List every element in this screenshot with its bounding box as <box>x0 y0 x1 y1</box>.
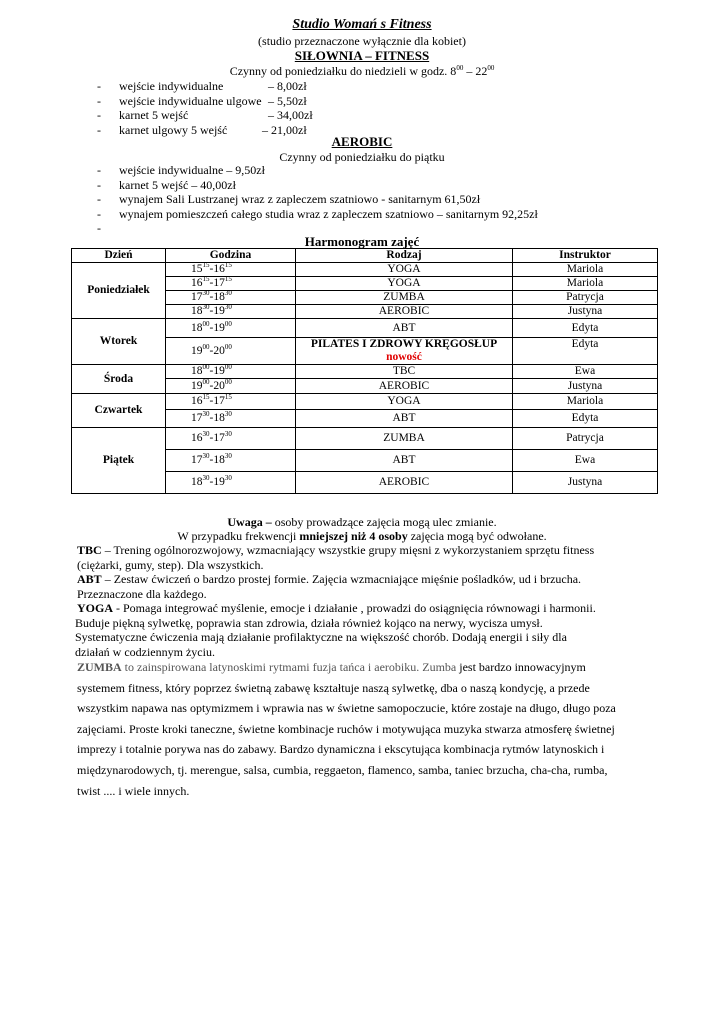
hours-sup: 00 <box>487 64 495 72</box>
time-minutes: 30 <box>224 289 232 298</box>
time-hour: 18 <box>191 365 203 377</box>
uwaga-text: osoby prowadzące zajęcia mogą ulec zmianie. <box>271 515 497 529</box>
time-hour: 19 <box>213 476 225 488</box>
instructor-cell: Mariola <box>513 263 658 277</box>
time-hour: 18 <box>213 454 225 466</box>
time-cell <box>166 410 296 428</box>
instructor-cell: Patrycja <box>513 291 658 305</box>
time-minutes: 30 <box>202 474 210 483</box>
tbc-description <box>77 543 594 572</box>
table-row <box>72 319 658 338</box>
time-hour: 19 <box>213 305 225 317</box>
class-type: TBC <box>392 365 416 377</box>
time-cell <box>166 338 296 365</box>
time-separator: - <box>209 476 214 488</box>
yoga-text: działań w codziennym życiu. <box>75 644 215 659</box>
price-value: – 21,00zł <box>262 122 307 137</box>
aerobic-price-list <box>97 163 538 236</box>
time-hour: 17 <box>191 412 203 424</box>
instructor-cell: Ewa <box>513 365 658 379</box>
time-minutes: 30 <box>202 410 210 419</box>
time-separator: - <box>209 277 214 289</box>
studio-title: Studio Womań s Fitness <box>292 17 432 32</box>
time-cell <box>166 394 296 410</box>
time-minutes: 30 <box>224 452 232 461</box>
price-label: wejście indywidualne ulgowe <box>119 93 262 108</box>
time-cell <box>166 428 296 450</box>
time-minutes: 00 <box>202 377 210 386</box>
class-type: YOGA <box>387 277 421 289</box>
silownia-hours <box>0 64 724 79</box>
tbc-text: (ciężarki, gumy, step). Dla wszystkich. <box>77 557 264 572</box>
list-item-text: wejście indywidualne – 9,50zł <box>119 163 265 177</box>
time-minutes: 15 <box>224 393 232 402</box>
class-type: AEROBIC <box>378 305 430 317</box>
time-separator: - <box>209 454 214 466</box>
class-type-cell <box>296 305 513 319</box>
time-hour: 17 <box>213 432 225 444</box>
frequency-note <box>0 529 724 544</box>
freq-text: W przypadku frekwencji <box>177 529 300 543</box>
price-label: wejście indywidualne <box>119 79 224 93</box>
zumba-text: wszystkim napawa nas optymizmem i wprawia nas w świetne samopoczucie, które zostaje na długo, długo poza <box>77 701 616 716</box>
abt-description <box>77 572 581 601</box>
time-minutes: 15 <box>202 275 210 284</box>
zumba-text: twist .... i wiele innych. <box>77 783 190 798</box>
aerobic-heading: AEROBIC <box>331 134 393 149</box>
table-row <box>72 394 658 410</box>
tbc-label: TBC <box>77 543 102 557</box>
yoga-text: Buduje piękną sylwetkę, poprawia stan zdrowia, działa również kojąco na nerwy, wycisza umysł. <box>75 615 543 630</box>
class-type-cell <box>296 428 513 450</box>
column-header-time: Godzina <box>166 249 296 263</box>
time-hour: 18 <box>191 476 203 488</box>
time-minutes: 30 <box>224 303 232 312</box>
list-item: - wejście indywidualne – 9,50zł <box>97 163 265 177</box>
aerobic-hours: Czynny od poniedziałku do piątku <box>279 150 445 164</box>
list-item-text: wynajem Sali Lustrzanej wraz z zapleczem szatniowo - sanitarnym 61,50zł <box>119 192 481 206</box>
zumba-label: ZUMBA <box>77 660 122 674</box>
time-minutes: 00 <box>202 319 210 328</box>
schedule-table <box>71 248 658 494</box>
day-cell: Piątek <box>72 428 166 494</box>
class-type-cell <box>296 472 513 494</box>
time-separator: - <box>209 395 214 407</box>
list-item: - <box>97 221 101 235</box>
time-separator: - <box>209 321 214 334</box>
time-hour: 17 <box>191 454 203 466</box>
class-type-cell <box>296 410 513 428</box>
column-header-day: Dzień <box>72 249 166 263</box>
list-item-text: wynajem pomieszczeń całego studia wraz z zapleczem szatniowo – sanitarnym 92,25zł <box>119 206 538 221</box>
uwaga-label: Uwaga – <box>227 515 272 529</box>
day-cell: Poniedziałek <box>72 263 166 319</box>
day-cell: Czwartek <box>72 394 166 428</box>
list-item-text: karnet 5 wejść – 40,00zł <box>119 177 236 192</box>
class-type: ZUMBA <box>383 432 425 444</box>
instructor-cell: Edyta <box>513 410 658 428</box>
time-minutes: 00 <box>202 363 210 372</box>
time-minutes: 00 <box>224 342 232 351</box>
instructor-cell: Mariola <box>513 394 658 410</box>
time-minutes: 15 <box>202 393 210 402</box>
time-hour: 18 <box>191 305 203 317</box>
time-hour: 17 <box>213 395 225 407</box>
tbc-text: – Trening ogólnorozwojowy, wzmacniający wszystkie grupy mięsni z wykorzystaniem sprzętu fitness <box>101 543 595 557</box>
class-type-cell <box>296 379 513 394</box>
class-type: YOGA <box>387 395 421 407</box>
instructor-cell: Justyna <box>513 379 658 394</box>
time-minutes: 15 <box>224 275 232 284</box>
time-hour: 16 <box>191 395 203 407</box>
column-header-type: Rodzaj <box>296 249 513 263</box>
list-item: - karnet 5 wejść – 40,00zł <box>97 177 236 192</box>
time-minutes: 00 <box>202 342 210 351</box>
schedule-heading: Harmonogram zajęć <box>304 234 420 249</box>
class-type: AEROBIC <box>378 379 430 392</box>
time-separator: - <box>209 432 214 444</box>
time-cell <box>166 365 296 379</box>
instructor-cell: Edyta <box>513 319 658 338</box>
time-minutes: 00 <box>224 363 232 372</box>
class-type: ABT <box>392 321 416 334</box>
class-type-cell <box>296 263 513 277</box>
table-row <box>72 365 658 379</box>
instructor-cell: Mariola <box>513 277 658 291</box>
time-hour: 19 <box>191 344 203 357</box>
table-row <box>72 263 658 277</box>
list-item: - karnet ulgowy 5 wejść – 21,00zł <box>97 122 307 137</box>
class-type-cell <box>296 450 513 472</box>
class-type: AEROBIC <box>378 476 430 488</box>
time-separator: - <box>209 412 214 424</box>
time-hour: 16 <box>213 263 225 275</box>
schedule-body <box>72 263 658 494</box>
time-cell <box>166 472 296 494</box>
time-minutes: 30 <box>202 430 210 439</box>
class-type: ABT <box>392 412 416 424</box>
new-badge: nowość <box>386 351 422 363</box>
uwaga-note <box>0 515 724 530</box>
time-cell <box>166 379 296 394</box>
time-hour: 17 <box>213 277 225 289</box>
silownia-price-list <box>97 79 313 137</box>
list-item: - wejście indywidualne – 8,00zł <box>97 79 307 93</box>
class-type-cell <box>296 394 513 410</box>
class-type: YOGA <box>387 263 421 275</box>
time-separator: - <box>209 305 214 317</box>
silownia-hours-text: Czynny od poniedziałku do niedzieli w godz. 8 <box>229 64 457 78</box>
price-label: karnet 5 wejść <box>119 108 189 122</box>
time-hour: 19 <box>191 379 203 392</box>
abt-label: ABT <box>77 572 102 586</box>
class-type: ZUMBA <box>383 291 425 303</box>
list-item: - wejście indywidualne ulgowe – 5,50zł <box>97 93 307 108</box>
freq-text: zajęcia mogą być odwołane. <box>407 529 547 543</box>
time-cell <box>166 319 296 338</box>
list-item: - wynajem Sali Lustrzanej wraz z zapleczem szatniowo - sanitarnym 61,50zł <box>97 192 481 206</box>
class-type-cell <box>296 319 513 338</box>
time-minutes: 00 <box>224 319 232 328</box>
time-hour: 20 <box>213 379 225 392</box>
class-type-cell <box>296 338 513 365</box>
time-minutes: 30 <box>224 410 232 419</box>
class-type: ABT <box>392 454 416 466</box>
zumba-text: systemem fitness, który poprzez świetną zabawę kształtuje naszą sylwetkę, dba o naszą kondycję, a przede <box>77 680 590 695</box>
day-cell: Wtorek <box>72 319 166 365</box>
time-separator: - <box>209 291 214 303</box>
list-item: - wynajem pomieszczeń całego studia wraz z zapleczem szatniowo – sanitarnym 92,25zł <box>97 206 538 221</box>
class-type-cell <box>296 277 513 291</box>
table-header-row <box>72 249 658 263</box>
time-hour: 19 <box>213 365 225 377</box>
zumba-description <box>77 657 677 801</box>
day-cell: Środa <box>72 365 166 394</box>
yoga-text: Systematyczne ćwiczenia mają działanie profilaktyczne na większość chorób. Dodają energii i siły dla <box>75 630 567 645</box>
time-minutes: 30 <box>224 430 232 439</box>
instructor-cell: Justyna <box>513 472 658 494</box>
silownia-heading: SIŁOWNIA – FITNESS <box>294 48 430 63</box>
time-minutes: 00 <box>224 377 232 386</box>
price-value: – 5,50zł <box>268 93 307 108</box>
time-cell <box>166 450 296 472</box>
time-separator: - <box>209 365 214 377</box>
time-hour: 16 <box>191 277 203 289</box>
time-separator: - <box>209 379 214 392</box>
zumba-line <box>77 657 677 678</box>
hours-mid: – 22 <box>463 64 488 78</box>
time-hour: 18 <box>213 291 225 303</box>
time-separator: - <box>209 344 214 357</box>
studio-subtitle: (studio przeznaczone wyłącznie dla kobiet) <box>258 34 466 48</box>
instructor-cell: Ewa <box>513 450 658 472</box>
time-hour: 16 <box>191 432 203 444</box>
class-type-cell <box>296 291 513 305</box>
time-hour: 20 <box>213 344 225 357</box>
instructor-cell: Edyta <box>513 338 658 365</box>
yoga-text: - Pomaga integrować myślenie, emocje i działanie , prowadzi do osiągnięcia równowagi i harmonii. <box>113 601 596 615</box>
yoga-line <box>75 601 596 616</box>
time-hour: 18 <box>213 412 225 424</box>
instructor-cell: Patrycja <box>513 428 658 450</box>
time-separator: - <box>209 263 214 275</box>
yoga-label: YOGA <box>77 601 113 615</box>
freq-bold: mniejszej niż 4 osoby <box>299 529 408 543</box>
tbc-line <box>77 543 594 558</box>
zumba-text: zajęciami. Proste kroki taneczne, świetne kombinacje ruchów i motywująca muzyka stwarza atmosferę świetnej <box>77 721 615 736</box>
zumba-text: imprezy i totalnie porywa nas do zabawy. Bardzo dynamiczna i ekscytująca kombinacja rytmów latynoskich i <box>77 742 605 757</box>
zumba-text: międzynarodowych, tj. merengue, salsa, cumbia, reggaeton, flamenco, samba, taniec brzucha, cha-cha, rumba, <box>77 762 608 777</box>
price-label: karnet ulgowy 5 wejść <box>119 122 228 137</box>
table-row <box>72 428 658 450</box>
price-value: – 8,00zł <box>268 79 307 93</box>
list-item: - karnet 5 wejść – 34,00zł <box>97 108 313 122</box>
time-minutes: 30 <box>224 474 232 483</box>
class-type: PILATES I ZDROWY KRĘGOSŁUP <box>310 338 498 350</box>
time-cell <box>166 305 296 319</box>
yoga-description <box>75 601 596 659</box>
time-hour: 17 <box>191 291 203 303</box>
time-minutes: 30 <box>202 289 210 298</box>
abt-text: – Zestaw ćwiczeń o bardzo prostej formie. Zajęcia wzmacniające mięśnie pośladków, ud i brzucha. <box>101 572 582 586</box>
abt-text: Przeznaczone dla każdego. <box>77 586 207 601</box>
abt-line <box>77 572 581 587</box>
time-hour: 15 <box>191 263 203 275</box>
time-minutes: 30 <box>202 452 210 461</box>
column-header-instructor: Instruktor <box>513 249 658 263</box>
class-type-cell <box>296 365 513 379</box>
instructor-cell: Justyna <box>513 305 658 319</box>
price-value: – 34,00zł <box>268 108 313 122</box>
time-hour: 18 <box>191 321 203 334</box>
time-minutes: 15 <box>224 261 232 270</box>
zumba-text: jest bardzo innowacyjnym <box>456 660 586 674</box>
hours-sup: 00 <box>456 64 464 72</box>
time-minutes: 30 <box>202 303 210 312</box>
zumba-text: to zainspirowana latynoskimi rytmami fuzja tańca i aerobiku. Zumba <box>121 660 457 674</box>
time-minutes: 15 <box>202 261 210 270</box>
time-hour: 19 <box>213 321 225 334</box>
